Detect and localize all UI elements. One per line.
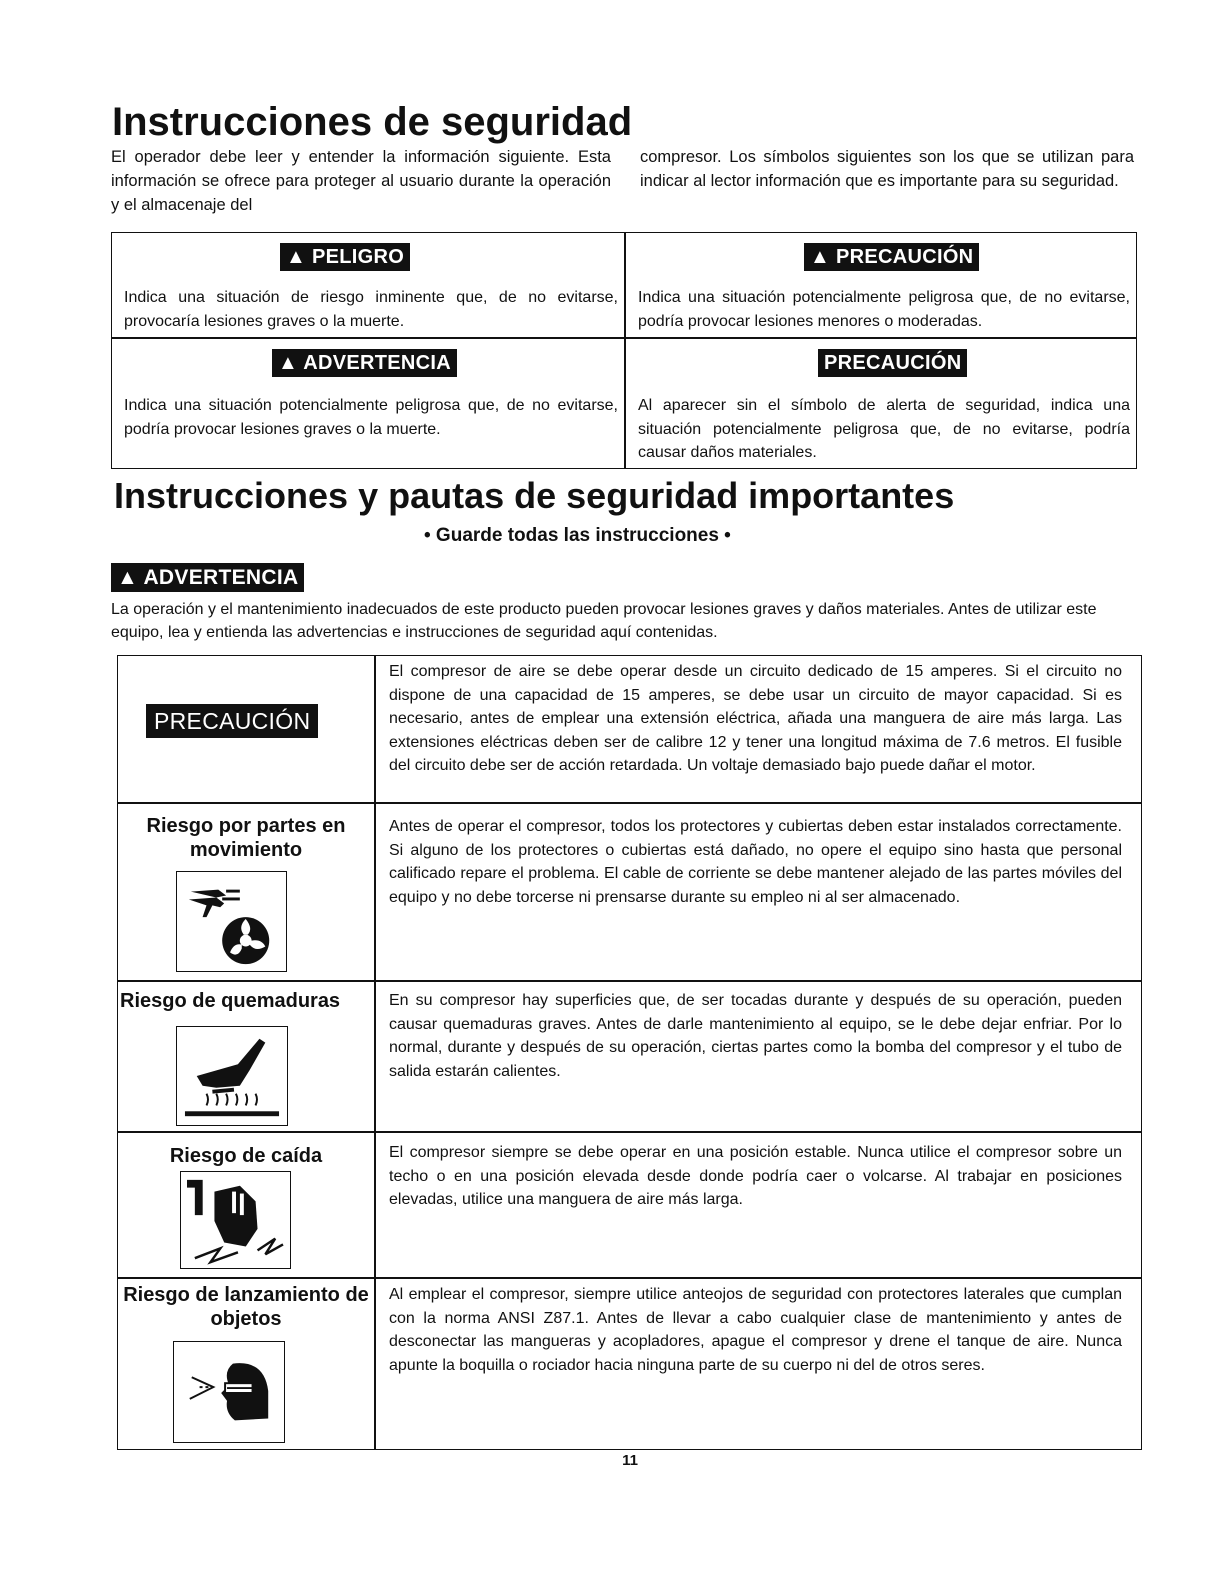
hazard-table	[117, 655, 1142, 1450]
main-warning-badge: ▲ ADVERTENCIA	[111, 563, 304, 592]
caution-row-text: El compresor de aire se debe operar desde un circuito dedicado de 15 amperes. Si el circuito no dispone de una capacidad de 15 amperes, se debe usar un circuito de mayor capacidad. Si es necesario, antes de emplear una extensión eléctrica, añada una manguera de aire más larga. Las extensiones eléctricas deben ser de calibre 12 y tener una longitud máxima de 7.6 metros. El fusible del circuito debe ser de acción retardada. Un voltaje demasiado bajo puede dañar el motor.	[389, 663, 1122, 774]
danger-description: Indica una situación de riesgo inminente que, de no evitarse, provocaría lesiones graves o la muerte.	[124, 289, 618, 330]
caution-row-badge: PRECAUCIÓN	[146, 704, 318, 738]
hazard-divider-h	[118, 1277, 1141, 1279]
moving-parts-hazard-icon	[176, 871, 287, 972]
symbol-cell-caution-alert	[626, 233, 1136, 337]
alert-icon: ▲	[810, 246, 831, 268]
signal-word-table	[111, 232, 1137, 469]
warning-description: Indica una situación potencialmente peligrosa que, de no evitarse, podría provocar lesiones graves o la muerte.	[124, 397, 618, 438]
symbol-cell-danger	[112, 233, 624, 337]
caution-alert-badge: ▲ PRECAUCIÓN	[804, 243, 979, 271]
hazard-text-moving-parts: Antes de operar el compresor, todos los protectores y cubiertas deben estar instalados correctamente. Si alguno de los protectores o cubiertas está dañado, no opere el equipo sino hasta que personal calificado repare el problema. El cable de corriente se debe mantener alejado de las partes móviles del equipo y no debe torcerse ni prensarse durante su empleo ni al ser almacenado.	[389, 818, 1122, 906]
section-title: Instrucciones y pautas de seguridad importantes	[114, 475, 955, 516]
caution-badge: PRECAUCIÓN	[818, 349, 967, 377]
alert-icon: ▲	[286, 246, 307, 268]
symbol-cell-warning	[112, 339, 624, 468]
intro-left: El operador debe leer y entender la información siguiente. Esta información se ofrece para proteger al usuario durante la operación y el almacenaje del	[111, 148, 611, 214]
warning-badge: ▲ ADVERTENCIA	[272, 349, 457, 377]
hazard-divider-v	[374, 656, 376, 1449]
page-number: 11	[622, 1452, 638, 1469]
alert-icon: ▲	[117, 566, 139, 589]
hazard-text-burn: En su compresor hay superficies que, de ser tocadas durante y después de su operación, pueden causar quemaduras graves. Antes de darle mantenimiento al equipo, se le debe dejar enfriar. Por lo normal, durante y después de su operación, ciertas partes como la bomba del compresor y el tubo de salida estarán calientes.	[389, 992, 1122, 1080]
caution-description: Al aparecer sin el símbolo de alerta de seguridad, indica una situación potencialmente peligrosa que, de no evitarse, podría causar daños materiales.	[638, 397, 1130, 461]
page-title: Instrucciones de seguridad	[112, 100, 633, 144]
warning-text: La operación y el mantenimiento inadecuados de este producto pueden provocar lesiones graves y daños materiales. Antes de utilizar este equipo, lea y entienda las advertencias e instrucciones de seguridad aquí contenidas.	[111, 601, 1097, 641]
hazard-text-fall: El compresor siempre se debe operar en una posición estable. Nunca utilice el compresor sobre un techo o en una posición elevada desde donde podría caer o volcarse. Al trabajar en posiciones elevadas, utilice una manguera de aire más larga.	[389, 1144, 1122, 1208]
caution-alert-description: Indica una situación potencialmente peligrosa que, de no evitarse, podría provocar lesiones menores o moderadas.	[638, 289, 1130, 330]
flying-objects-hazard-icon	[173, 1341, 285, 1443]
intro-right: compresor. Los símbolos siguientes son los que se utilizan para indicar al lector información que es importante para su seguridad.	[640, 148, 1134, 190]
hazard-title-fall: Riesgo de caída	[169, 1145, 323, 1167]
hazard-divider-h	[118, 1131, 1141, 1133]
fall-hazard-icon	[180, 1171, 291, 1269]
burn-hazard-icon	[176, 1026, 288, 1126]
hazard-text-flying-objects: Al emplear el compresor, siempre utilice anteojos de seguridad con protectores laterales que cumplan con la norma ANSI Z87.1. Antes de llevar a cabo cualquier clase de mantenimiento y antes de desconectar las mangueras y acopladores, apague el compresor y drene el tanque de aire. Nunca apunte la boquilla o rociador hacia ninguna parte de su cuerpo ni del de otros seres.	[389, 1286, 1122, 1374]
hazard-divider-h	[118, 980, 1141, 982]
section-subtitle: • Guarde todas las instrucciones •	[424, 525, 731, 546]
hazard-divider-h	[118, 802, 1141, 804]
alert-icon: ▲	[278, 352, 299, 374]
symbol-cell-caution	[626, 339, 1136, 468]
hazard-title-burn: Riesgo de quemaduras	[120, 990, 341, 1012]
danger-badge: ▲ PELIGRO	[280, 243, 410, 271]
hazard-title-moving-parts: Riesgo por partes en movimiento	[146, 815, 346, 861]
hazard-title-flying-objects: Riesgo de lanzamiento de objetos	[123, 1284, 369, 1330]
